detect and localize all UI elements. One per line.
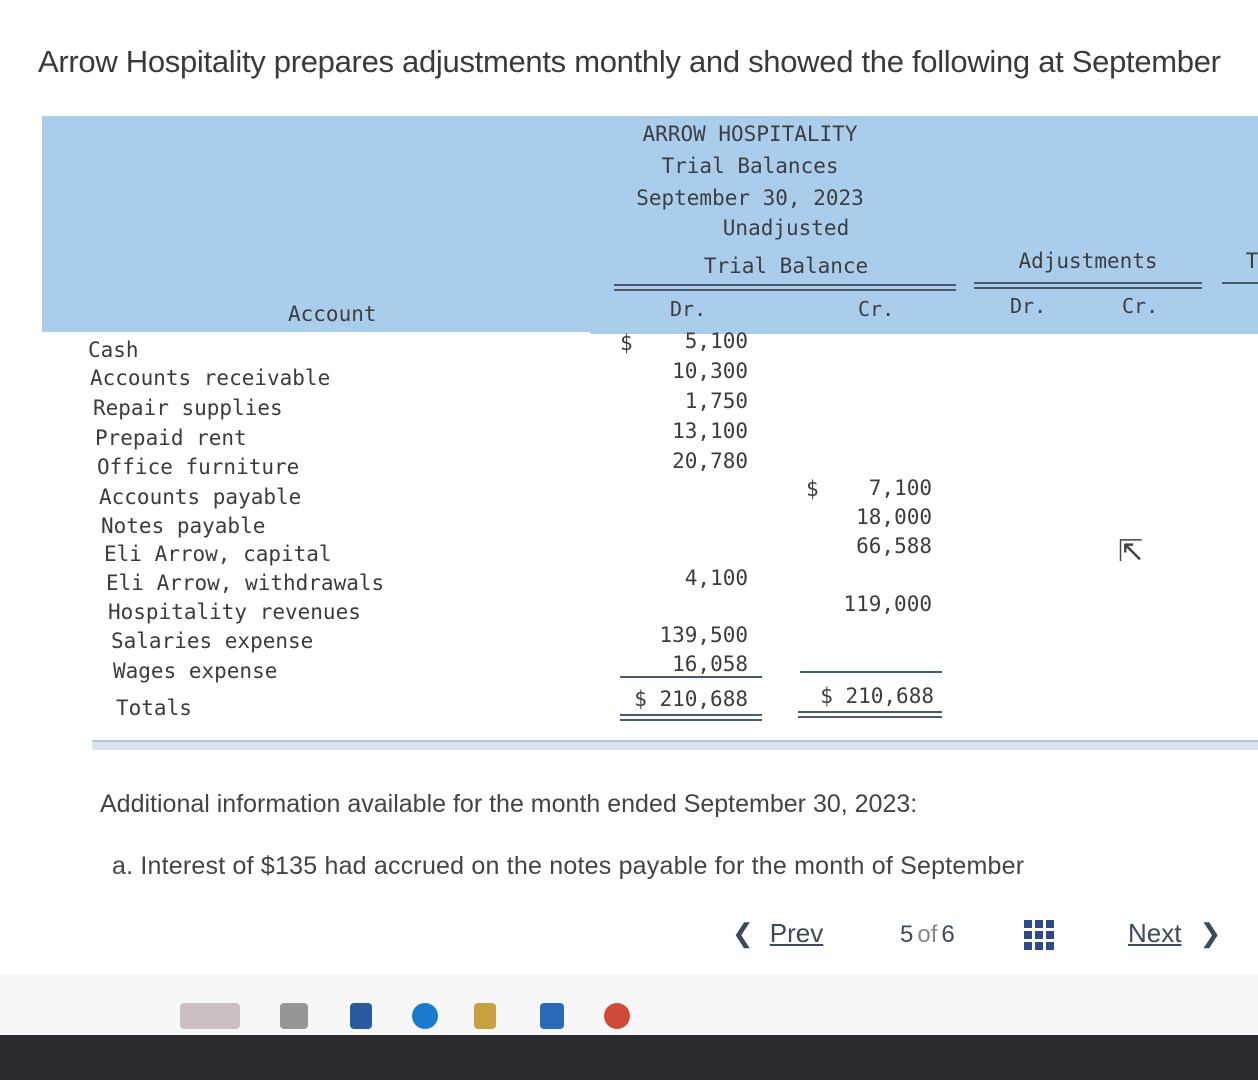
- company-name: ARROW HOSPITALITY: [642, 122, 858, 146]
- question-grid-icon[interactable]: [1024, 920, 1054, 950]
- row-account: Cash: [88, 338, 139, 362]
- page-total: 6: [941, 921, 955, 948]
- unadjusted-rule-top: [614, 284, 956, 286]
- store-icon[interactable]: [350, 1003, 372, 1029]
- row-dr: 10,300: [672, 359, 748, 383]
- cr-total-rule-2: [798, 716, 942, 718]
- row-cr: 7,100: [868, 476, 932, 500]
- row-account: Accounts receivable: [90, 366, 331, 390]
- row-dr: 13,100: [672, 419, 748, 443]
- next-button[interactable]: [1128, 918, 1221, 949]
- report-name: Trial Balances: [661, 154, 839, 178]
- edge-icon[interactable]: [412, 1003, 438, 1029]
- row-account: Prepaid rent: [95, 426, 247, 450]
- row-cr: 119,000: [843, 592, 932, 616]
- page-current: 5: [900, 921, 914, 948]
- cr-total-rule-1: [798, 711, 942, 713]
- next-label: Next: [1128, 918, 1182, 948]
- totals-cr: $ 210,688: [820, 684, 934, 708]
- bottom-bezel: [0, 1035, 1258, 1080]
- next-column-rule: [1222, 282, 1258, 284]
- cr-subtotal-rule: [800, 671, 942, 673]
- section-title-line2: Trial Balance: [703, 254, 869, 278]
- totals-label: Totals: [116, 696, 192, 720]
- adjustments-rule-top: [974, 282, 1202, 284]
- table-header-band: [42, 116, 1258, 332]
- row-dr: 20,780: [672, 449, 748, 473]
- ap-dollar-sign: $: [806, 477, 819, 501]
- cr-column-header: Cr.: [858, 297, 895, 321]
- row-account: Eli Arrow, withdrawals: [106, 571, 385, 595]
- row-dr: 5,100: [684, 329, 748, 353]
- section-title-line1: Unadjusted: [722, 216, 850, 240]
- question-prompt: Arrow Hospitality prepares adjustments monthly and showed the following at September: [38, 44, 1221, 79]
- adjustments-dr-header: Dr.: [1010, 294, 1047, 318]
- adjustments-rule-bottom: [974, 287, 1202, 289]
- row-account: Salaries expense: [111, 629, 314, 653]
- chevron-right-icon: ❯: [1199, 918, 1222, 948]
- app-icon-1[interactable]: [180, 1003, 240, 1029]
- dr-column-header: Dr.: [670, 297, 707, 321]
- dr-subtotal-rule: [620, 676, 762, 678]
- row-account: Wages expense: [113, 659, 278, 683]
- row-dr: 4,100: [684, 566, 748, 590]
- adjustments-cr-header: Cr.: [1122, 294, 1159, 318]
- row-dr: 16,058: [672, 652, 748, 676]
- row-cr: 18,000: [856, 505, 932, 529]
- additional-info-heading: Additional information available for the month ended September 30, 2023:: [100, 790, 918, 818]
- mouse-cursor-icon: ⇱: [1118, 535, 1144, 568]
- prev-label: Prev: [769, 918, 824, 948]
- row-account: Accounts payable: [99, 485, 302, 509]
- file-explorer-icon[interactable]: [474, 1003, 496, 1029]
- row-dr: 1,750: [684, 389, 748, 413]
- row-account: Notes payable: [101, 514, 266, 538]
- totals-dr: $ 210,688: [634, 687, 748, 711]
- report-date: September 30, 2023: [636, 186, 864, 210]
- row-account: Eli Arrow, capital: [104, 542, 332, 566]
- adjustments-title: Adjustments: [1018, 249, 1158, 273]
- cash-dollar-sign: $: [620, 331, 633, 355]
- mail-icon[interactable]: [540, 1003, 564, 1029]
- dr-total-rule-2: [620, 719, 762, 721]
- section-divider: [92, 740, 1258, 750]
- account-column-header: Account: [288, 302, 377, 326]
- unadjusted-rule-bottom: [614, 289, 956, 291]
- additional-item-a: a. Interest of $135 had accrued on the notes payable for the month of September: [112, 852, 1025, 880]
- row-account: Office furniture: [97, 455, 300, 479]
- row-account: Hospitality revenues: [108, 600, 361, 624]
- next-column-title: T: [1245, 249, 1258, 273]
- task-view-icon[interactable]: [280, 1003, 308, 1029]
- chrome-icon[interactable]: [604, 1003, 630, 1029]
- row-cr: 66,588: [856, 534, 932, 558]
- row-account: Repair supplies: [93, 396, 283, 420]
- dr-total-rule-1: [620, 714, 762, 716]
- prev-button[interactable]: [732, 918, 823, 949]
- chevron-left-icon: ❮: [732, 918, 754, 948]
- page-of: of: [917, 921, 938, 948]
- row-dr: 139,500: [659, 623, 748, 647]
- page-indicator: [900, 921, 955, 949]
